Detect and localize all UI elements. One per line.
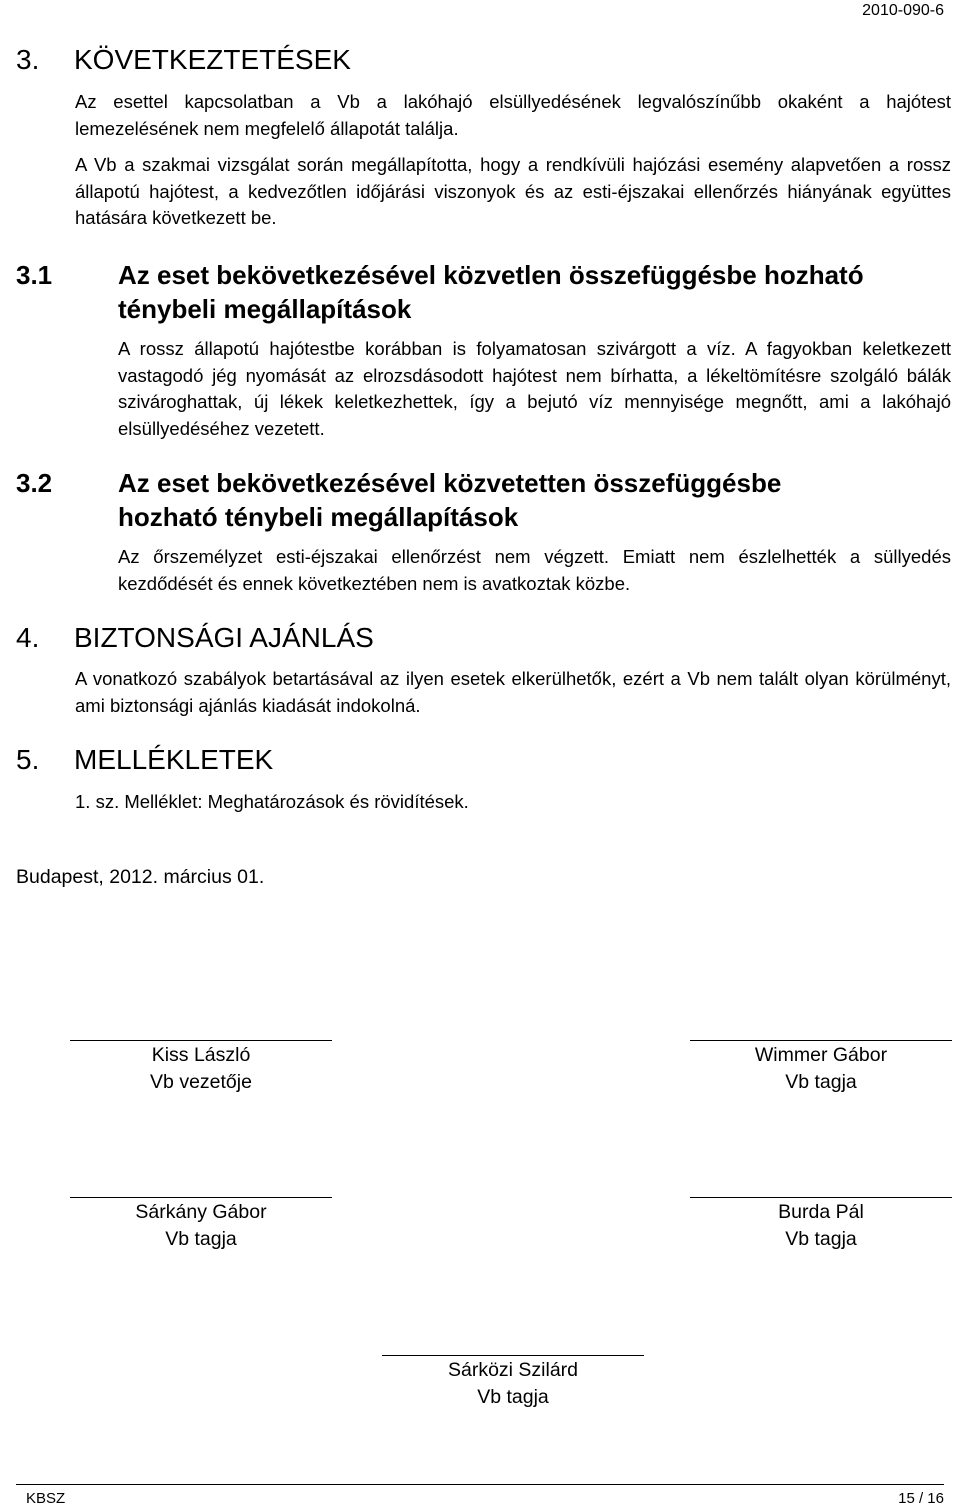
section-3-2-heading	[16, 466, 951, 534]
signer-role: Vb vezetője	[150, 1071, 252, 1093]
section-title: Az eset bekövetkezésével közvetlen összefüggésbe hozható ténybeli megállapítások	[118, 260, 864, 324]
section-title: BIZTONSÁGI AJÁNLÁS	[74, 622, 374, 653]
section-title: Az eset bekövetkezésével közvetetten összefüggésbe hozható ténybeli megállapítások	[118, 468, 782, 532]
footer-org: KBSZ	[26, 1490, 66, 1507]
section-4-heading	[16, 622, 946, 654]
signature-line	[70, 1040, 332, 1041]
signature-line	[690, 1197, 952, 1198]
section-title: KÖVETKEZTETÉSEK	[74, 44, 351, 75]
section-number: 4.	[16, 622, 40, 653]
signature-line	[382, 1355, 644, 1356]
signer-name: Kiss László	[151, 1044, 251, 1066]
paragraph: Az esettel kapcsolatban a Vb a lakóhajó elsüllyedésének legvalószínűbb okaként a hajótest lemezelésének nem megfelelő állapotát találja.	[75, 91, 951, 139]
signature-block	[690, 1040, 952, 1096]
footer-divider	[16, 1484, 944, 1485]
document-id: 2010-090-6	[862, 2, 944, 19]
signer-name: Wimmer Gábor	[754, 1044, 888, 1066]
signer-name: Burda Pál	[778, 1201, 864, 1223]
signer-name: Sárközi Szilárd	[447, 1359, 579, 1381]
signature-block	[70, 1040, 332, 1096]
section-5-heading	[16, 744, 946, 776]
paragraph: A rossz állapotú hajótestbe korábban is folyamatosan szivárgott a víz. A fagyokban keletkezett vastagodó jég nyomását az elrozsdásodott hajótest nem bírhatta, a lékeltömítésre szolgáló bálák szivároghattak, új lékek keletkezhettek, így a bejutó víz mennyisége megnőtt, ami a lakóhajó elsüllyedéséhez vezetett.	[118, 338, 951, 439]
section-title: MELLÉKLETEK	[74, 744, 274, 775]
signer-role: Vb tagja	[785, 1071, 857, 1093]
signature-block	[382, 1355, 644, 1411]
section-3-heading	[16, 44, 946, 76]
signature-line	[70, 1197, 332, 1198]
signer-role: Vb tagja	[477, 1386, 549, 1408]
signature-line	[690, 1040, 952, 1041]
paragraph: 1. sz. Melléklet: Meghatározások és rövidítések.	[75, 791, 469, 812]
paragraph: A Vb a szakmai vizsgálat során megállapította, hogy a rendkívüli hajózási esemény alapvetően a rossz állapotú hajótest, a kedvezőtlen időjárási viszonyok és az esti-éjszakai ellenőrzés hiányának együttes hatására következett be.	[75, 154, 951, 228]
section-number: 3.2	[16, 468, 53, 498]
footer-page-number: 15 / 16	[898, 1490, 944, 1507]
section-number: 5.	[16, 744, 40, 775]
signature-block	[70, 1197, 332, 1253]
paragraph: Az őrszemélyzet esti-éjszakai ellenőrzést nem végzett. Emiatt nem észlelhették a süllyedés kezdődését és ennek következtében nem is avatkoztak közbe.	[118, 546, 951, 594]
signer-role: Vb tagja	[165, 1228, 237, 1250]
place-date: Budapest, 2012. március 01.	[16, 866, 265, 888]
paragraph: A vonatkozó szabályok betartásával az ilyen esetek elkerülhetők, ezért a Vb nem talált olyan körülményt, ami biztonsági ajánlás kiadását indokolná.	[75, 668, 951, 716]
signature-block	[690, 1197, 952, 1253]
signer-name: Sárkány Gábor	[135, 1201, 267, 1223]
section-number: 3.	[16, 44, 40, 75]
signer-role: Vb tagja	[785, 1228, 857, 1250]
section-3-1-heading	[16, 258, 951, 326]
section-number: 3.1	[16, 260, 53, 290]
